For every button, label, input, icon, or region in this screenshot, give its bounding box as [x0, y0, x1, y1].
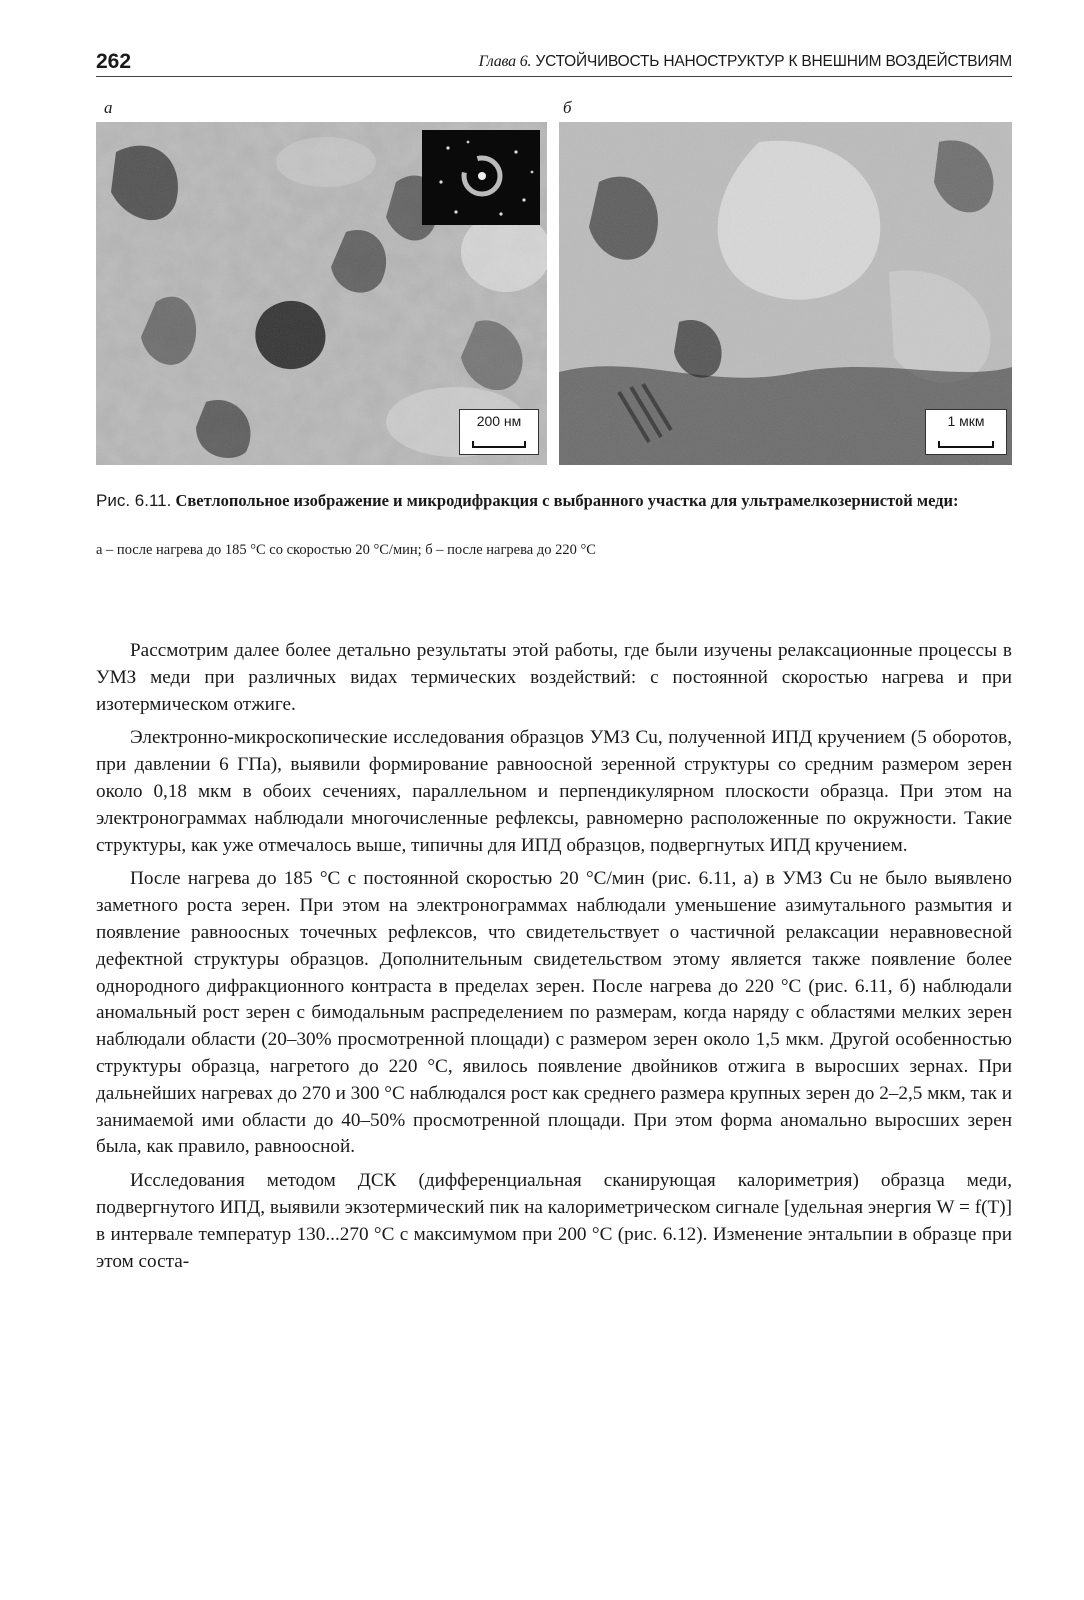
- scale-bar-a: [459, 409, 539, 455]
- paragraph: После нагрева до 185 °С с постоянной скоростью 20 °С/мин (рис. 6.11, а) в УМЗ Cu не было выявлено заметного роста зерен. При этом на электронограммах наблюдали уменьшение азимутального размытия и появление равноосных точечных рефлексов, что свидетельствует о частичной релаксации неравновесной дефектной структуры образцов. Дополнительным свидетельством этому является также появление более однородного дифракционного контраста в пределах зерен. После нагрева до 220 °С (рис. 6.11, б) наблюдали аномальный рост зерен с бимодальным распределением по размерам, когда наряду с областями мелких зерен наблюдали области (20–30% просмотренной площади) с размером зерен около 1,5 мкм. Другой особенностью структуры образца, нагретого до 220 °С, явилось появление двойников отжига в выросших зернах. При дальнейших нагревах до 270 и 300 °С наблюдался рост как среднего размера крупных зерен до 2–2,5 мкм, так и занимаемой ими области до 40–50% просмотренной площади. При этом форма аномально выросших зерен была, как правило, равноосной.: [96, 868, 1012, 1158]
- paragraph: Электронно-микроскопические исследования образцов УМЗ Cu, полученной ИПД кручением (5 оборотов, при давлении 6 ГПа), выявили формирование равноосной зеренной структуры со средним размером зерен около 0,18 мкм в обоих сечениях, параллельном и перпендикулярном плоскости образца. При этом на электронограммах наблюдали многочисленные рефлексы, равномерно расположенные по окружности. Такие структуры, как уже отмечалось выше, типичны для ИПД образцов, подвергнутых ИПД кручением.: [96, 727, 1012, 856]
- body-text: [96, 638, 1012, 1282]
- figure-caption: [96, 489, 1012, 512]
- scale-bar-b-label: 1 мкм: [947, 413, 985, 429]
- chapter-title: УСТОЙЧИВОСТЬ НАНОСТРУКТУР К ВНЕШНИМ ВОЗДЕЙСТВИЯМ: [535, 53, 1012, 70]
- paragraph: Исследования методом ДСК (дифференциальная сканирующая калориметрия) образца меди, подвергнутого ИПД, выявили экзотермический пик на калориметрическом сигнале [удельная энергия W = f(T)] в интервале температур 130...270 °С с максимумом при 200 °С (рис. 6.12). Изменение энтальпии в образце при этом соста-: [96, 1170, 1012, 1272]
- page-number: 262: [96, 50, 132, 73]
- scale-bar-a-label: 200 нм: [476, 413, 522, 429]
- panel-a-label: а: [104, 98, 113, 117]
- micrograph-a: [96, 122, 547, 465]
- figure-number: Рис. 6.11.: [96, 491, 172, 510]
- running-header: [96, 46, 1012, 77]
- micrograph-b: [559, 122, 1012, 465]
- chapter-label: Глава 6.: [478, 53, 532, 70]
- figure-title: Светлопольное изображение и микродифракция с выбранного участка для ультрамелкозернистой меди:: [175, 491, 959, 510]
- figure-legend: а – после нагрева до 185 °С со скоростью 20 °С/мин; б – после нагрева до 220 °С: [96, 542, 596, 558]
- paragraph: Рассмотрим далее более детально результаты этой работы, где были изучены релаксационные процессы в УМЗ меди при различных видах термических воздействий: с постоянной скоростью нагрева и при изотермическом отжиге.: [96, 640, 1012, 715]
- diffraction-inset: [422, 130, 540, 225]
- running-head-title: [479, 53, 1012, 71]
- panel-b-label: б: [563, 98, 572, 117]
- scale-bar-b: [925, 409, 1007, 455]
